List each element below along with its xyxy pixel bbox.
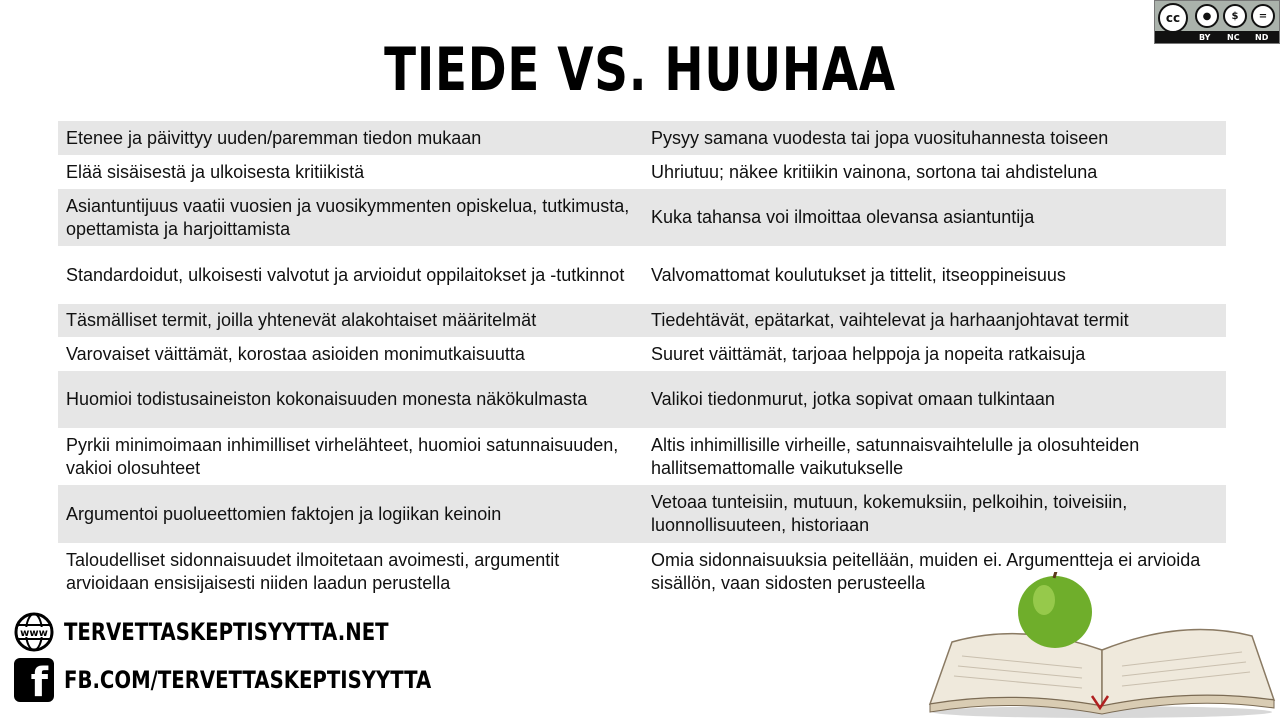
cc-label-nd: ND <box>1255 33 1269 42</box>
pseudo-cell: Suuret väittämät, tarjoaa helppoja ja nopeita ratkaisuja <box>651 343 1086 364</box>
table-row <box>58 337 1226 371</box>
science-cell: Etenee ja päivittyy uuden/paremman tiedon mukaan <box>66 127 482 148</box>
facebook-link[interactable]: FB.COM/TERVETTASKEPTISYYTTA <box>64 666 432 694</box>
cc-nc-icon: $ <box>1223 4 1247 28</box>
science-cell: Huomioi todistusaineiston kokonaisuuden monesta näkökulmasta <box>66 389 588 409</box>
table-row <box>58 485 1226 543</box>
page-title: TIEDE VS. HUUHAA <box>384 35 896 105</box>
cc-license-badge <box>1154 0 1280 44</box>
table-row <box>58 304 1226 337</box>
cc-label-by: BY <box>1199 33 1211 42</box>
table-row <box>58 121 1226 155</box>
book-apple-illustration <box>922 572 1278 720</box>
website-link[interactable]: TERVETTASKEPTISYYTTA.NET <box>64 618 389 646</box>
table-row <box>58 189 1226 246</box>
science-cell: Asiantuntijuus vaatii vuosien ja vuosikymmenten opiskelua, tutkimusta, opettamista ja harjoittamista <box>66 195 630 239</box>
table-row <box>58 428 1226 485</box>
pseudo-cell: Pysyy samana vuodesta tai jopa vuosituhannesta toiseen <box>651 127 1109 148</box>
cc-logo-icon: cc <box>1158 3 1188 33</box>
science-cell: Taloudelliset sidonnaisuudet ilmoitetaan avoimesti, argumentit arvioidaan ensisijaisesti niiden laadun perustella <box>66 549 560 593</box>
globe-www-icon <box>14 612 54 652</box>
facebook-line <box>14 658 512 706</box>
science-cell: Argumentoi puolueettomien faktojen ja logiikan keinoin <box>66 503 502 524</box>
science-cell: Pyrkii minimoimaan inhimilliset virhelähteet, huomioi satunnaisuuden, vakioi olosuhteet <box>66 434 619 478</box>
table-row <box>58 371 1226 428</box>
website-line <box>14 612 460 652</box>
pseudo-cell: Kuka tahansa voi ilmoittaa olevansa asiantuntija <box>651 207 1035 227</box>
svg-text:www: www <box>20 628 48 639</box>
pseudo-cell: Uhriutuu; näkee kritiikin vainona, sortona tai ahdisteluna <box>651 161 1098 182</box>
table-row <box>58 155 1226 189</box>
pseudo-cell: Omia sidonnaisuuksia peitellään, muiden ei. Argumentteja ei arvioida sisällön, vaan sidosten perusteella <box>651 549 1201 593</box>
comparison-table <box>58 121 1226 600</box>
pseudo-cell: Valikoi tiedonmurut, jotka sopivat omaan tulkintaan <box>651 389 1055 409</box>
science-cell: Standardoidut, ulkoisesti valvotut ja arvioidut oppilaitokset ja -tutkinnot <box>66 264 625 285</box>
apple-icon <box>1018 572 1092 648</box>
cc-label-nc: NC <box>1227 33 1240 42</box>
science-cell: Elää sisäisestä ja ulkoisesta kritiikistä <box>66 161 365 182</box>
cc-by-icon: ● <box>1195 4 1219 28</box>
pseudo-cell: Valvomattomat koulutukset ja tittelit, itseoppineisuus <box>651 264 1066 285</box>
pseudo-cell: Tiedehtävät, epätarkat, vaihtelevat ja harhaanjohtavat termit <box>651 310 1129 330</box>
pseudo-cell: Altis inhimillisille virheille, satunnaisvaihtelulle ja olosuhteiden hallitsemattomalle vaikutukselle <box>651 434 1140 478</box>
science-cell: Täsmälliset termit, joilla yhtenevät alakohtaiset määritelmät <box>66 310 537 330</box>
pseudo-cell: Vetoaa tunteisiin, mutuun, kokemuksiin, pelkoihin, toiveisiin, luonnollisuuteen, historiaan <box>651 492 1128 535</box>
table-row <box>58 246 1226 304</box>
cc-nd-icon: = <box>1251 4 1275 28</box>
facebook-icon: f <box>14 658 54 702</box>
science-cell: Varovaiset väittämät, korostaa asioiden monimutkaisuutta <box>66 343 525 364</box>
